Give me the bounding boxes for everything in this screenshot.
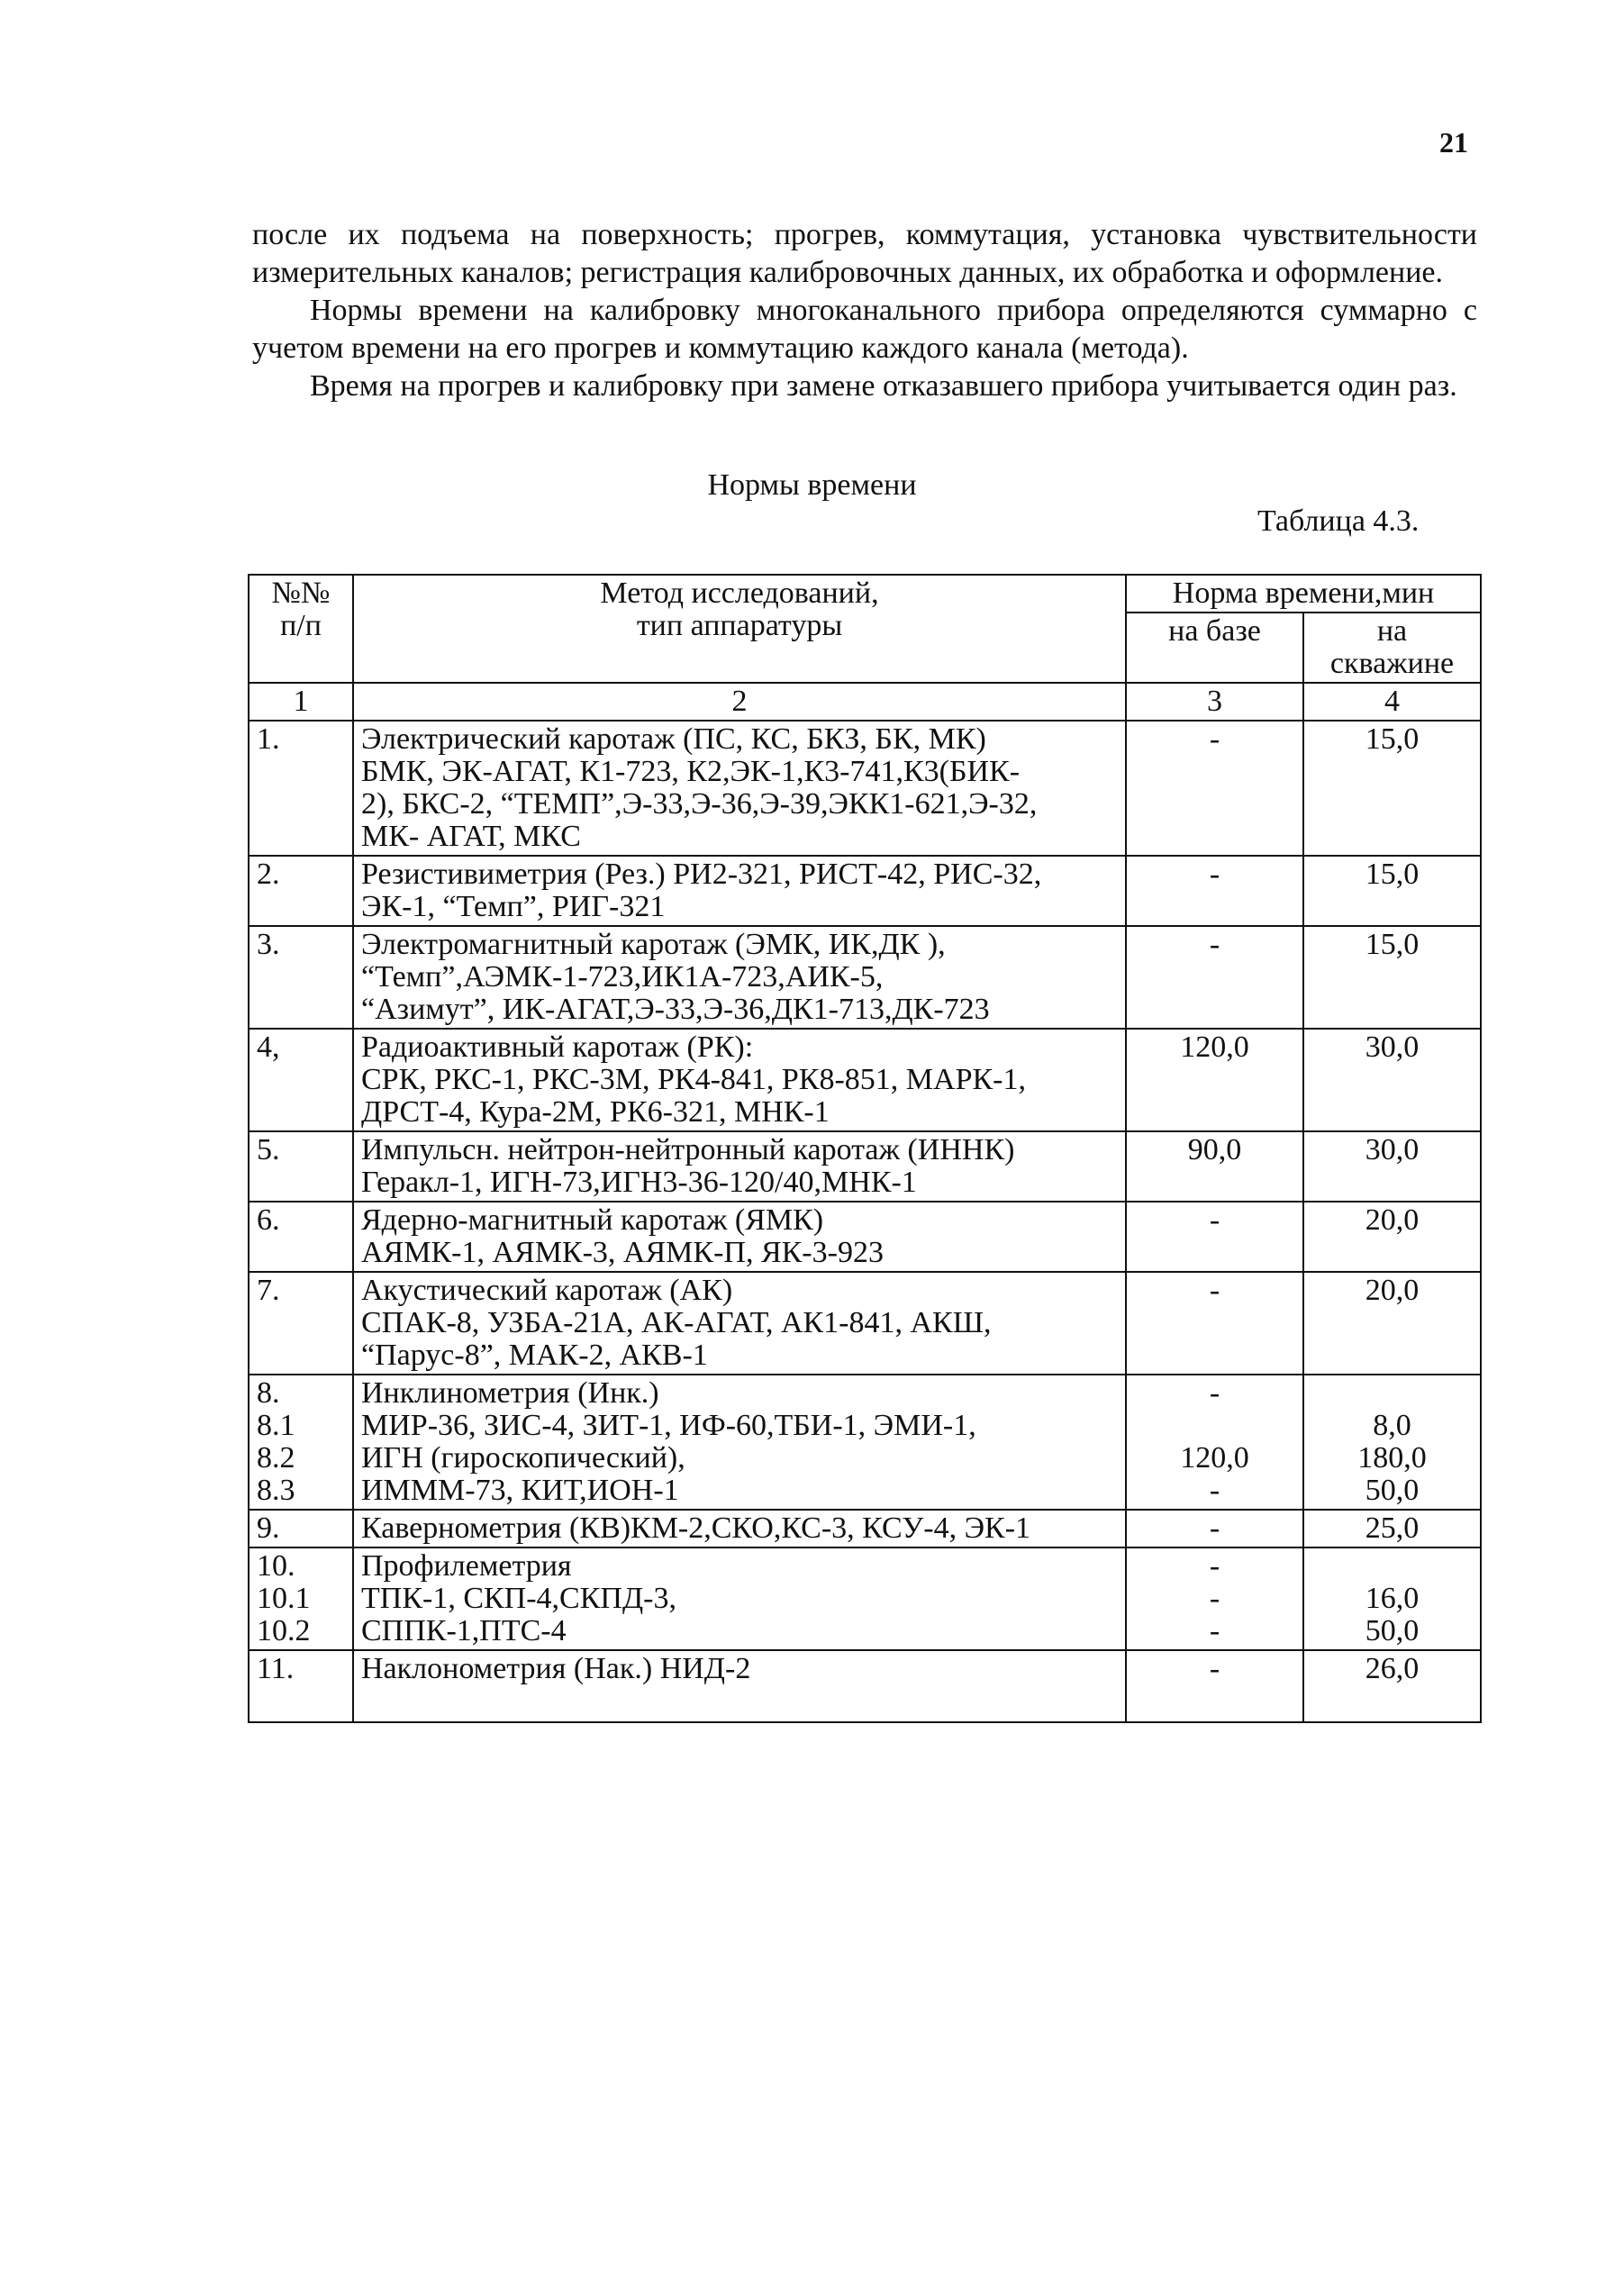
cell-base-line: -: [1209, 928, 1220, 961]
cell-base: [1126, 856, 1303, 926]
cell-num-line: 10.: [257, 1549, 295, 1583]
header-num: [249, 575, 353, 683]
header-norm-group: Норма времени,мин: [1126, 575, 1481, 613]
cell-num: [249, 1029, 353, 1131]
cell-method: [353, 1029, 1126, 1131]
cell-well-line: 30,0: [1365, 1030, 1420, 1064]
cell-num-line: 2.: [257, 858, 280, 891]
cell-method: [353, 1131, 1126, 1202]
cell-base-line: -: [1209, 722, 1220, 756]
header-num-line: №№: [271, 576, 331, 610]
cell-num: [249, 1202, 353, 1272]
cell-num-line: 10.2: [257, 1614, 311, 1647]
cell-well: [1303, 1029, 1481, 1131]
cell-method: [353, 1510, 1126, 1547]
cell-well: [1303, 1650, 1481, 1722]
cell-well-line: 8,0: [1373, 1409, 1411, 1442]
cell-method-line: Резистивиметрия (Рез.) РИ2-321, РИСТ-42, РИС-32,: [361, 858, 1042, 891]
table-header-row: [249, 575, 1481, 613]
cell-num-line: 11.: [257, 1652, 295, 1685]
table-row: [249, 1510, 1481, 1547]
cell-method: [353, 1375, 1126, 1510]
header-method-line: тип аппаратуры: [636, 609, 843, 642]
table-row: [249, 721, 1481, 856]
cell-well: [1303, 926, 1481, 1029]
cell-well-line: 25,0: [1365, 1511, 1420, 1545]
cell-num-line: 6.: [257, 1203, 280, 1237]
table-row: [249, 926, 1481, 1029]
cell-num-line: 5.: [257, 1133, 280, 1166]
cell-method-line: “Парус-8”, МАК-2, АКВ-1: [361, 1339, 708, 1372]
cell-method-line: “Азимут”, ИК-АГАТ,Э-33,Э-36,ДК1-713,ДК-723: [361, 993, 990, 1026]
cell-base: [1126, 1375, 1303, 1510]
cell-base: [1126, 1029, 1303, 1131]
cell-well-line: 50,0: [1365, 1474, 1420, 1507]
cell-method-line: Ядерно-магнитный каротаж (ЯМК): [361, 1203, 824, 1237]
column-number-row: [249, 683, 1481, 721]
cell-base-line: -: [1209, 1203, 1220, 1237]
cell-num: [249, 1375, 353, 1510]
cell-num-line: 8.2: [257, 1441, 295, 1475]
cell-well: [1303, 1375, 1481, 1510]
cell-method-line: 2), БКС-2, “ТЕМП”,Э-33,Э-36,Э-39,ЭКК1-621,Э-32,: [361, 787, 1038, 821]
cell-base-line: -: [1209, 1614, 1220, 1647]
cell-base-line: -: [1209, 1511, 1220, 1545]
cell-num-line: 8.1: [257, 1409, 295, 1442]
cell-base-line: -: [1209, 1474, 1220, 1507]
cell-method-line: ИМММ-73, КИТ,ИОН-1: [361, 1474, 679, 1507]
cell-base-line: 90,0: [1187, 1133, 1242, 1166]
cell-well-line: 30,0: [1365, 1133, 1420, 1166]
cell-well-line: 20,0: [1365, 1203, 1420, 1237]
cell-num: [249, 856, 353, 926]
cell-method-line: Наклонометрия (Нак.) НИД-2: [361, 1652, 751, 1685]
cell-base: [1126, 926, 1303, 1029]
cell-well: [1303, 721, 1481, 856]
column-number: 2: [353, 683, 1126, 721]
cell-method-line: Электромагнитный каротаж (ЭМК, ИК,ДК ),: [361, 928, 946, 961]
cell-base-line: -: [1209, 1376, 1220, 1410]
cell-num-line: 9.: [257, 1511, 280, 1545]
cell-method: [353, 1650, 1126, 1722]
table-row: [249, 1131, 1481, 1202]
cell-base-line: -: [1209, 1582, 1220, 1615]
cell-well-line: 16,0: [1365, 1582, 1420, 1615]
cell-num-line: 4,: [257, 1030, 280, 1064]
cell-well: [1303, 1131, 1481, 1202]
cell-method-line: ДРСТ-4, Кура-2М, РК6-321, МНК-1: [361, 1095, 830, 1129]
cell-method-line: ТПК-1, СКП-4,СКПД-3,: [361, 1582, 676, 1615]
norms-table: [248, 574, 1482, 1723]
cell-method-line: Радиоактивный каротаж (РК):: [361, 1030, 754, 1064]
header-method-line: Метод исследований,: [600, 576, 879, 610]
cell-method-line: АЯМК-1, АЯМК-3, АЯМК-П, ЯК-3-923: [361, 1236, 884, 1269]
cell-well: [1303, 1510, 1481, 1547]
body-text: [252, 216, 1477, 405]
table-row: [249, 1375, 1481, 1510]
cell-num: [249, 926, 353, 1029]
cell-base-line: [1134, 1410, 1295, 1442]
cell-num: [249, 1510, 353, 1547]
table-row: [249, 856, 1481, 926]
header-base: на базе: [1126, 613, 1303, 683]
paragraph: после их подъема на поверхность; прогрев, коммутация, установка чувствительности измерительных каналов; регистрация калибровочных данных, их обработка и оформление.: [252, 218, 1477, 289]
paragraph: Время на прогрев и калибровку при замене отказавшего прибора учитывается один раз.: [310, 369, 1457, 403]
cell-method-line: СППК-1,ПТС-4: [361, 1614, 567, 1647]
cell-base: [1126, 1272, 1303, 1375]
cell-base-line: -: [1209, 858, 1220, 891]
table-heading: Нормы времени: [707, 468, 917, 502]
cell-base: [1126, 1131, 1303, 1202]
cell-well: [1303, 1547, 1481, 1650]
cell-method: [353, 1272, 1126, 1375]
cell-method-line: СРК, РКС-1, РКС-3М, РК4-841, РК8-851, МАРК-1,: [361, 1063, 1026, 1096]
cell-base: [1126, 1510, 1303, 1547]
table-row: [249, 1650, 1481, 1722]
cell-method: [353, 926, 1126, 1029]
cell-well-line: 26,0: [1365, 1652, 1420, 1685]
cell-method-line: “Темп”,АЭМК-1-723,ИК1А-723,АИК-5,: [361, 960, 884, 994]
cell-well: [1303, 856, 1481, 926]
cell-method-line: БМК, ЭК-АГАТ, К1-723, К2,ЭК-1,К3-741,К3(БИК-: [361, 755, 1021, 788]
cell-well-line: 15,0: [1365, 722, 1420, 756]
page-number: 21: [1439, 126, 1468, 159]
cell-method-line: МИР-36, ЗИС-4, ЗИТ-1, ИФ-60,ТБИ-1, ЭМИ-1,: [361, 1409, 976, 1442]
column-number: 1: [249, 683, 353, 721]
cell-num-line: 10.1: [257, 1582, 311, 1615]
cell-method-line: Профилеметрия: [361, 1549, 572, 1583]
cell-method-line: ЭК-1, “Темп”, РИГ-321: [361, 890, 666, 923]
cell-base: [1126, 1650, 1303, 1722]
cell-num: [249, 1650, 353, 1722]
cell-num: [249, 1131, 353, 1202]
cell-method-line: Геракл-1, ИГН-73,ИГН3-36-120/40,МНК-1: [361, 1166, 917, 1199]
cell-well-line: 15,0: [1365, 928, 1420, 961]
cell-base: [1126, 1202, 1303, 1272]
cell-num: [249, 721, 353, 856]
cell-num-line: 8.3: [257, 1474, 295, 1507]
header-well: на скважине: [1303, 613, 1481, 683]
cell-method-line: Кавернометрия (КВ)КМ-2,СКО,КС-3, КСУ-4, ЭК-1: [361, 1511, 1031, 1545]
cell-well-line: [1311, 1377, 1473, 1410]
cell-well-line: 20,0: [1365, 1274, 1420, 1307]
table-row: [249, 1272, 1481, 1375]
cell-num: [249, 1272, 353, 1375]
cell-base: [1126, 1547, 1303, 1650]
cell-num-line: 8.: [257, 1376, 280, 1410]
header-method: [353, 575, 1126, 683]
table-row: [249, 1202, 1481, 1272]
cell-method-line: Электрический каротаж (ПС, КС, БКЗ, БК, МК): [361, 722, 986, 756]
cell-method: [353, 1202, 1126, 1272]
cell-well: [1303, 1272, 1481, 1375]
cell-base-line: 120,0: [1180, 1441, 1249, 1475]
table-row: [249, 1547, 1481, 1650]
table-number: Таблица 4.3.: [1257, 504, 1420, 538]
cell-method: [353, 1547, 1126, 1650]
cell-well-line: 180,0: [1357, 1441, 1427, 1475]
cell-well-line: 50,0: [1365, 1614, 1420, 1647]
cell-num: [249, 1547, 353, 1650]
cell-num-line: 3.: [257, 928, 280, 961]
table-row: [249, 1029, 1481, 1131]
cell-well-line: 15,0: [1365, 858, 1420, 891]
cell-well: [1303, 1202, 1481, 1272]
column-number: 4: [1303, 683, 1481, 721]
column-number: 3: [1126, 683, 1303, 721]
paragraph: Нормы времени на калибровку многоканального прибора определяются суммарно с учетом времени на его прогрев и коммутацию каждого канала (метода).: [252, 294, 1477, 365]
cell-method-line: ИГН (гироскопический),: [361, 1441, 685, 1475]
cell-base-line: -: [1209, 1549, 1220, 1583]
cell-method: [353, 721, 1126, 856]
cell-method: [353, 856, 1126, 926]
cell-method-line: Импульсн. нейтрон-нейтронный каротаж (ИННК): [361, 1133, 1015, 1166]
cell-base-line: -: [1209, 1652, 1220, 1685]
cell-method-line: Акустический каротаж (АК): [361, 1274, 733, 1307]
cell-method-line: МК- АГАТ, МКС: [361, 820, 581, 853]
cell-base: [1126, 721, 1303, 856]
cell-method-line: Инклинометрия (Инк.): [361, 1376, 659, 1410]
cell-base-line: -: [1209, 1274, 1220, 1307]
cell-num-line: 7.: [257, 1274, 280, 1307]
cell-well-line: [1311, 1550, 1473, 1583]
cell-base-line: 120,0: [1180, 1030, 1249, 1064]
cell-num-line: 1.: [257, 722, 280, 756]
cell-method-line: СПАК-8, УЗБА-21А, АК-АГАТ, АК1-841, АКШ,: [361, 1306, 992, 1339]
header-num-line: п/п: [280, 609, 322, 642]
